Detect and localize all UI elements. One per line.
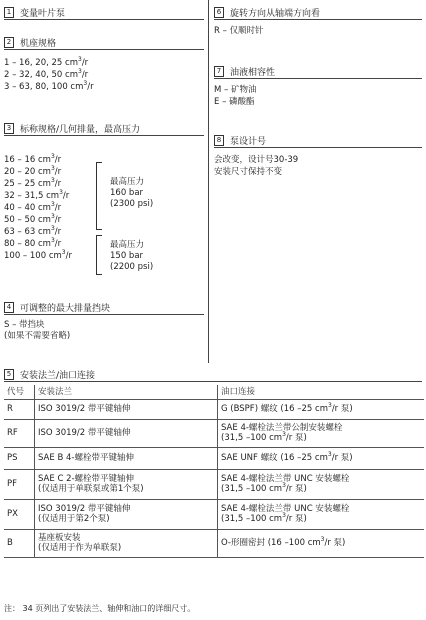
col-flange-header: 安装法兰 — [35, 385, 218, 399]
table-row — [4, 529, 424, 557]
section-2-header — [4, 36, 204, 50]
exponent: 3 — [50, 201, 55, 209]
row-port — [218, 529, 425, 557]
row-port — [218, 419, 425, 447]
exponent: 3 — [50, 165, 55, 173]
table-row — [4, 447, 424, 469]
port-line: SAE UNF 螺纹 (16 –25 $cm^3/r$ 泵) — [221, 450, 353, 463]
displacement-code: 25 – — [4, 179, 25, 189]
section-3-header — [4, 122, 204, 136]
table-row — [4, 419, 424, 447]
frame-size-code: 1 – 16, 20, 25 cm — [4, 58, 78, 68]
section-4-title: 可调整的最大排量挡块 — [20, 304, 111, 314]
row-flange — [35, 419, 218, 447]
port-line: O-形圈密封 (16 –100 $cm^3/r$ 泵) — [221, 535, 346, 548]
section-6-header — [214, 6, 422, 20]
section-5-title: 安装法兰/油口连接 — [20, 371, 96, 381]
displacement-value: 63 cm — [24, 227, 51, 237]
table-row — [4, 399, 424, 419]
row-code: RF — [4, 419, 35, 447]
col-code-header: 代号 — [4, 385, 35, 399]
displacement-value: 50 cm — [24, 215, 51, 225]
per-rev: /r — [87, 82, 94, 92]
per-rev: /r — [54, 179, 62, 189]
group1-label: 最高压力 — [110, 177, 145, 187]
exponent: 3 — [50, 153, 55, 161]
port-line: SAE 4-螺栓法兰带 UNC 安装螺栓 — [221, 473, 350, 484]
frame-size-row — [4, 82, 94, 93]
group2-label: 最高压力 — [110, 240, 145, 250]
row-flange — [35, 499, 218, 529]
exponent: 3 — [282, 512, 286, 520]
section-7-header — [214, 65, 422, 79]
flange-line: ISO 3019/2 带平键轴伸 — [38, 427, 131, 438]
displacement-value: 100 cm — [29, 251, 62, 261]
displacement-code: 16 – — [4, 155, 25, 165]
displacement-row — [4, 179, 61, 190]
row-flange — [35, 469, 218, 499]
section-8-number: 8 — [214, 135, 224, 146]
displacement-value: 16 cm — [24, 155, 51, 165]
col-port-header: 油口连接 — [218, 385, 425, 399]
per-rev: /r — [81, 70, 89, 80]
displacement-code: 80 – — [4, 239, 25, 249]
section-7-number: 7 — [214, 66, 224, 77]
fluid-mineral: M – 矿物油 — [214, 85, 257, 95]
row-flange — [35, 529, 218, 557]
section-1-title: 变量叶片泵 — [20, 9, 66, 19]
stop-option: S – 带挡块 — [4, 320, 45, 330]
port-line: G (BSPF) 螺纹 (16 –25 $cm^3/r$ 泵) — [221, 401, 353, 414]
exponent: 3 — [77, 68, 82, 76]
section-5-number: 5 — [4, 369, 14, 380]
per-rev: /r — [54, 227, 62, 237]
flange-line: SAE B 4-螺栓带平键轴伸 — [38, 452, 134, 463]
row-flange — [35, 399, 218, 419]
flange-line: ISO 3019/2 带平键轴伸 — [38, 503, 131, 514]
frame-size-row — [4, 70, 88, 81]
row-code: PS — [4, 447, 35, 469]
port-note: (31,5 –100 $cm^3/r$ 泵) — [221, 512, 307, 524]
port-line: SAE 4-螺栓法兰带 UNC 安装螺栓 — [221, 503, 350, 514]
displacement-code: 63 – — [4, 227, 25, 237]
flange-line: 基座板安装 — [38, 532, 81, 543]
section-3-title: 标称规格/几何排量，最高压力 — [20, 125, 141, 135]
exponent: 3 — [83, 80, 88, 88]
table-row — [4, 499, 424, 529]
design-note: 安装尺寸保持不变 — [214, 167, 283, 177]
exponent: 3 — [77, 56, 82, 64]
group1-bar: 160 bar — [110, 188, 144, 198]
exponent: 3 — [282, 431, 286, 439]
exponent: 3 — [320, 535, 325, 543]
port-line: SAE 4-螺栓法兰带公制安装螺栓 — [221, 422, 343, 433]
fluid-phosphate: E – 磷酸酯 — [214, 97, 255, 107]
per-rev: /r — [54, 167, 62, 177]
group2-bar: 150 bar — [110, 251, 144, 261]
exponent: 3 — [50, 237, 55, 245]
displacement-value: 40 cm — [24, 203, 51, 213]
table-header-row — [4, 385, 424, 399]
displacement-row — [4, 239, 61, 250]
row-port — [218, 447, 425, 469]
displacement-value: 25 cm — [24, 179, 51, 189]
section-4-header — [4, 301, 204, 315]
exponent: 3 — [61, 249, 66, 257]
frame-size-code: 2 – 32, 40, 50 cm — [4, 70, 78, 80]
flange-line: ISO 3019/2 带平键轴伸 — [38, 403, 131, 414]
per-rev: /r — [54, 155, 62, 165]
exponent: 3 — [59, 189, 63, 197]
section-4-number: 4 — [4, 302, 14, 313]
stop-note: (如果不需要省略) — [4, 331, 71, 341]
displacement-value: 80 cm — [24, 239, 51, 249]
row-code: R — [4, 399, 35, 419]
displacement-value: 20 cm — [24, 167, 51, 177]
frame-size-row — [4, 58, 88, 69]
exponent: 3 — [327, 450, 332, 458]
row-code: PF — [4, 469, 35, 499]
section-7-title: 油液相容性 — [230, 68, 276, 78]
row-code: B — [4, 529, 35, 557]
row-port — [218, 399, 425, 419]
per-rev: /r — [62, 191, 70, 201]
flange-note: (仅适用于第2个泵) — [38, 514, 110, 524]
port-note: (31,5 –100 $cm^3/r$ 泵) — [221, 482, 307, 494]
per-rev: /r — [65, 251, 72, 261]
displacement-code: 32 – — [4, 191, 25, 201]
exponent: 3 — [282, 482, 286, 490]
exponent: 3 — [50, 225, 55, 233]
displacement-code: 100 – — [4, 251, 30, 261]
displacement-code: 40 – — [4, 203, 25, 213]
displacement-value: 31,5 cm — [24, 191, 60, 201]
exponent: 3 — [50, 177, 55, 185]
per-rev: /r — [54, 203, 62, 213]
displacement-row — [4, 191, 69, 202]
design-change: 会改变，设计号30-39 — [214, 155, 299, 165]
exponent: 3 — [50, 213, 55, 221]
section-8-title: 泵设计号 — [230, 137, 267, 147]
displacement-code: 20 – — [4, 167, 25, 177]
group1-psi: (2300 psi) — [110, 199, 154, 209]
flange-line: SAE C 2-螺栓带平键轴伸 — [38, 473, 135, 484]
section-8-header — [214, 134, 422, 148]
section-2-title: 机座规格 — [20, 39, 57, 49]
per-rev: /r — [54, 239, 62, 249]
pressure-brace-1 — [96, 162, 102, 230]
row-port — [218, 499, 425, 529]
frame-size-code: 3 – 63, 80, 100 cm — [4, 82, 84, 92]
row-flange — [35, 447, 218, 469]
flange-note: (仅适用于单联泵或第1个泵) — [38, 484, 144, 494]
column-divider — [208, 0, 209, 363]
flange-note: (仅适用于作为单联泵) — [38, 543, 122, 553]
displacement-code: 50 – — [4, 215, 25, 225]
port-note: (31,5 –100 $cm^3/r$ 泵) — [221, 431, 307, 443]
per-rev: /r — [81, 58, 89, 68]
row-port — [218, 469, 425, 499]
section-1-number: 1 — [4, 7, 14, 18]
section-3-number: 3 — [4, 123, 14, 134]
rotation-option: R – 仅顺时针 — [214, 26, 264, 36]
section-6-number: 6 — [214, 7, 224, 18]
per-rev: /r — [54, 215, 62, 225]
pressure-brace-2 — [96, 235, 102, 275]
group2-psi: (2200 psi) — [110, 262, 154, 272]
section-6-title: 旋转方向从轴端方向看 — [230, 9, 321, 19]
footnote: 注： 34 页列出了安装法兰、轴伸和油口的详细尺寸。 — [4, 604, 196, 613]
section-5-header — [4, 368, 422, 382]
section-1-header — [4, 6, 204, 20]
connection-table — [4, 385, 424, 558]
section-2-number: 2 — [4, 37, 14, 48]
exponent: 3 — [327, 401, 332, 409]
displacement-row — [4, 251, 72, 262]
table-row — [4, 469, 424, 499]
row-code: PX — [4, 499, 35, 529]
